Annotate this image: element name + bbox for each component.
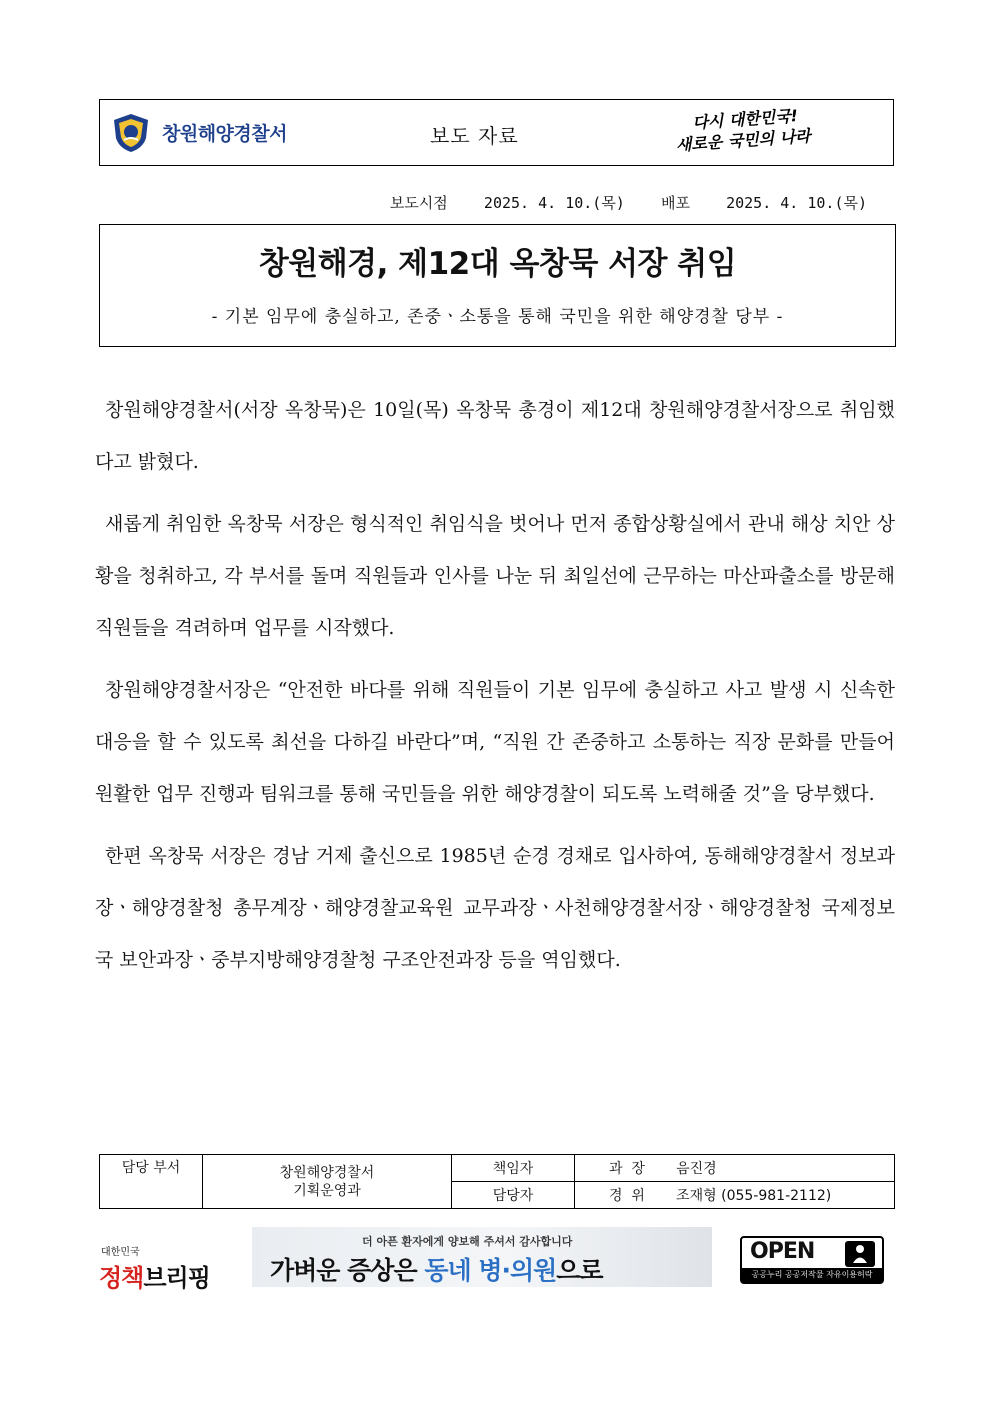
release-info <box>390 192 867 213</box>
paragraph-3: 창원해양경찰서장은 “안전한 바다를 위해 직원들이 기본 임무에 충실하고 사고 발생 시 신속한 대응을 할 수 있도록 최선을 다하길 바란다”며, “직원 간 존중하고 소통하는 직장 문화를 만들어 원활한 업무 진행과 팀워크를 통해 국민들을 위한 해양경찰이 되도록 노력해줄 것”을 당부했다. <box>95 679 895 805</box>
dept-division: 기획운영과 <box>293 1182 361 1199</box>
person-staff: 경 위 조재형 (055-981-2112) <box>575 1182 895 1209</box>
banner-main-part-1: 가벼운 증상은 <box>270 1256 425 1285</box>
dept-label: 담당 부서 <box>100 1155 203 1209</box>
policy-briefing-logo[interactable] <box>99 1243 210 1293</box>
coast-guard-emblem-icon <box>110 112 152 154</box>
attribution-person-icon <box>845 1241 875 1267</box>
article-body <box>95 384 895 996</box>
headline-box <box>99 224 896 347</box>
distribution-label: 배포 <box>660 194 690 212</box>
org-name: 창원해양경찰서 <box>162 123 287 145</box>
role-staff: 담당자 <box>452 1182 575 1209</box>
banner-main-part-2: 으로 <box>556 1256 603 1285</box>
release-label: 보도시점 <box>389 194 448 212</box>
brief-logo-small: 대한민국 <box>101 1247 140 1258</box>
headline-title: 창원해경, 제12대 옥창묵 서장 취임 <box>258 246 737 282</box>
paragraph-1: 창원해양경찰서(서장 옥창묵)은 10일(목) 옥창묵 총경이 제12대 창원해양경찰서장으로 취임했다고 밝혔다. <box>95 399 895 473</box>
person-manager: 과 장 음진경 <box>575 1155 895 1182</box>
dept-name: 창원해양경찰서 <box>279 1164 375 1181</box>
banner-top-text: 더 아픈 환자에게 양보해 주셔서 감사합니다 <box>362 1235 573 1248</box>
headline-subtitle: - 기본 임무에 충실하고, 존중ㆍ소통을 통해 국민을 위한 해양경찰 당부 - <box>211 307 784 327</box>
brief-logo-black: 브리핑 <box>143 1264 210 1292</box>
role-manager: 책임자 <box>452 1155 575 1182</box>
doc-type-title: 보도 자료 <box>430 124 519 148</box>
contact-table <box>99 1154 895 1209</box>
distribution-date: 2025. 4. 10.(목) <box>726 194 867 212</box>
campaign-banner[interactable] <box>252 1227 712 1287</box>
open-label: OPEN <box>750 1239 815 1264</box>
slogan-line-1: 다시 대한민국! <box>691 106 799 133</box>
slogan-line-2: 새로운 국민의 나라 <box>675 126 812 155</box>
kogl-open-badge[interactable] <box>740 1236 884 1284</box>
banner-main-text <box>270 1251 603 1287</box>
header-box <box>99 99 894 166</box>
paragraph-4: 한편 옥창묵 서장은 경남 거제 출신으로 1985년 순경 경채로 입사하여, 동해해양경찰서 정보과장ㆍ해양경찰청 총무계장ㆍ해양경찰교육원 교무과장ㆍ사천해양경찰서장ㆍ해양경찰청 국제정보국 보안과장ㆍ중부지방해양경찰청 구조안전과장 등을 역임했다. <box>95 845 895 971</box>
banner-main-accent: 동네 병·의원 <box>424 1256 557 1285</box>
release-date: 2025. 4. 10.(목) <box>483 194 625 212</box>
brief-logo-red: 정책 <box>99 1264 144 1292</box>
dept-cell <box>203 1155 452 1209</box>
slogan <box>674 100 866 155</box>
paragraph-2: 새롭게 취임한 옥창묵 서장은 형식적인 취임식을 벗어나 먼저 종합상황실에서 관내 해상 치안 상황을 청취하고, 각 부서를 돌며 직원들과 인사를 나눈 뒤 최일선에 근무하는 마산파출소를 방문해 직원들을 격려하며 업무를 시작했다. <box>95 513 895 639</box>
open-footer: 공공누리 공공저작물 자유이용허락 <box>742 1268 882 1282</box>
